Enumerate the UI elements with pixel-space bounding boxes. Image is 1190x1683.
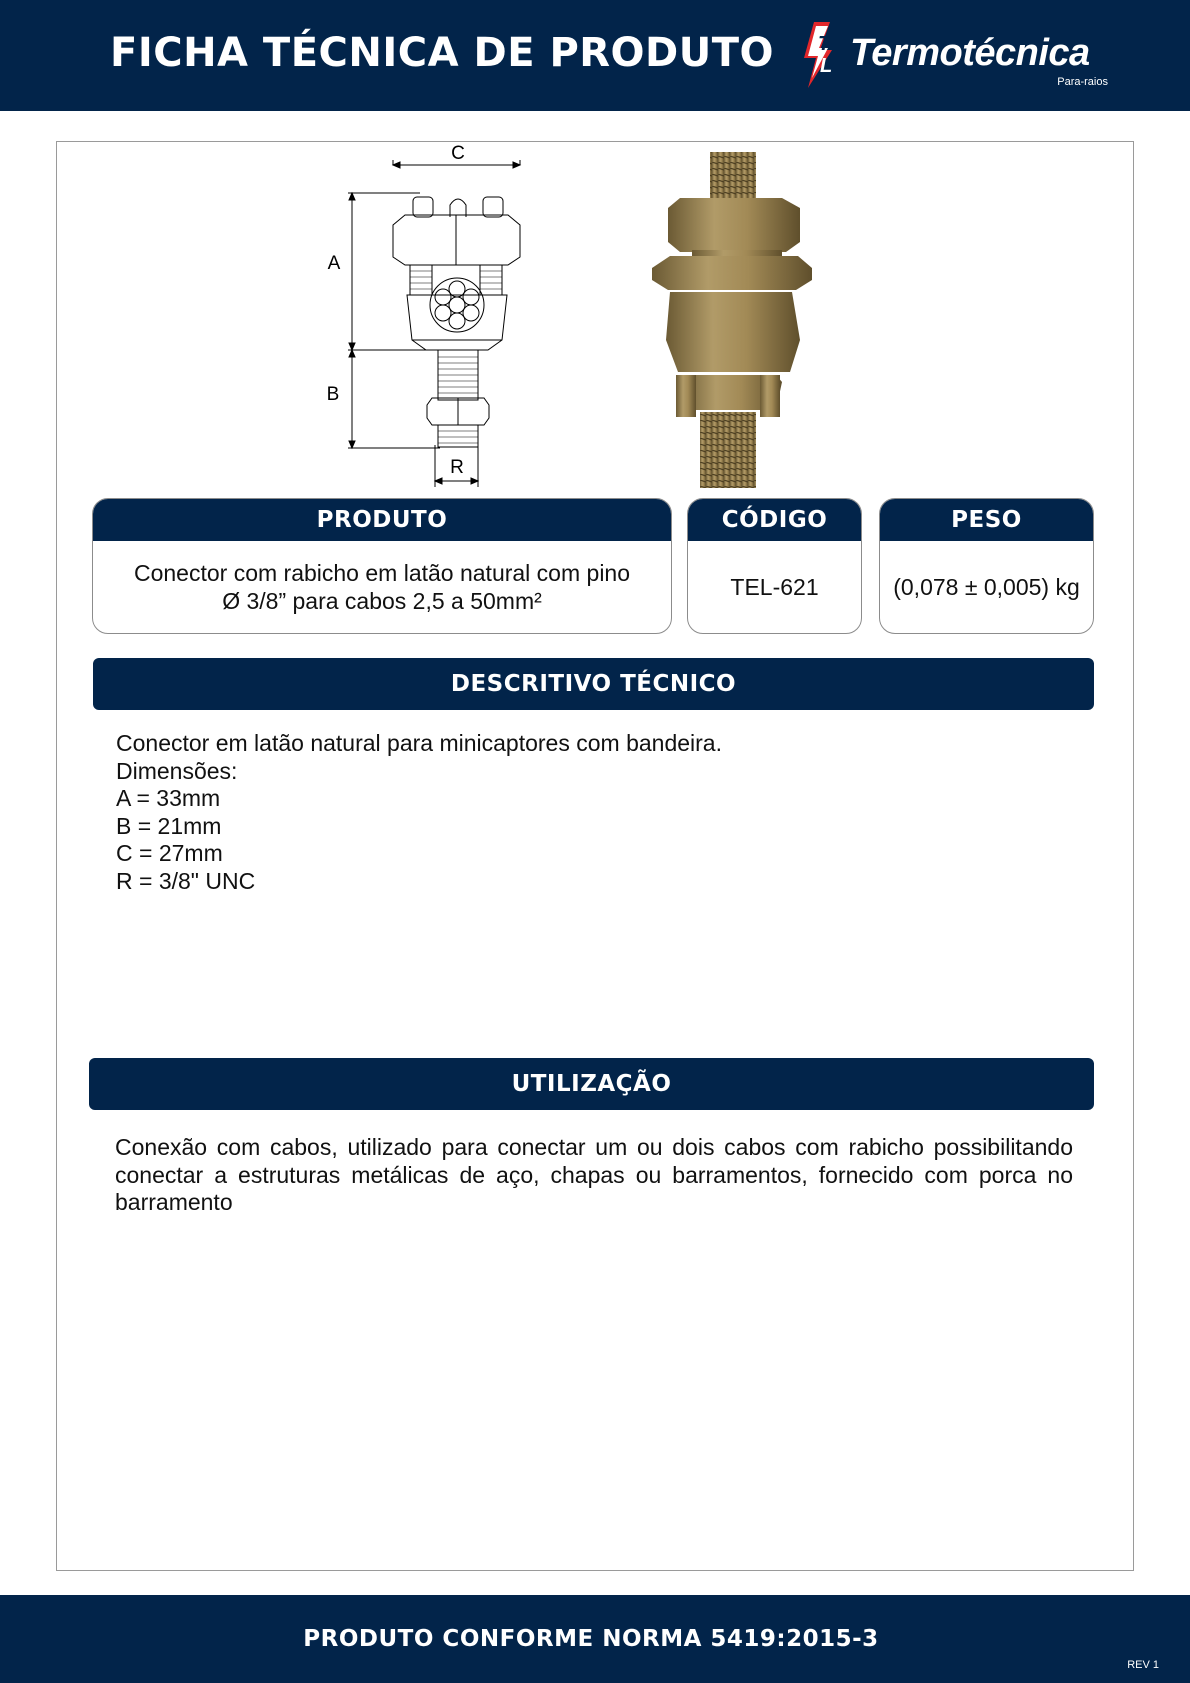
usage-heading: UTILIZAÇÃO [89, 1058, 1094, 1110]
product-photo [640, 150, 825, 490]
dimension-r: R = 3/8" UNC [116, 867, 256, 894]
technical-description-line: Dimensões: [116, 757, 238, 784]
dimension-label-b: B [326, 384, 340, 405]
revision-label: REV 1 [1127, 1659, 1159, 1671]
weight-card [879, 498, 1094, 634]
dimension-a: A = 33mm [116, 785, 221, 811]
product-code: TEL-621 [730, 574, 819, 600]
dimension-label-r: R [450, 457, 464, 478]
weight-card-heading: PESO [880, 499, 1093, 541]
technical-description [116, 730, 722, 895]
dimension-label-a: A [327, 253, 341, 274]
svg-text:L: L [820, 55, 833, 77]
code-card [687, 498, 862, 634]
logo-name: Termotécnica [850, 32, 1090, 74]
standard-compliance-text: PRODUTO CONFORME NORMA 5419:2015-3 [303, 1626, 879, 1652]
company-logo [800, 20, 1110, 92]
dimension-label-c: C [451, 145, 465, 164]
product-weight: (0,078 ± 0,005) kg [893, 574, 1080, 600]
product-description-line1: Conector com rabicho em latão natural com pino [133, 560, 631, 586]
dimension-drawing [320, 145, 530, 490]
technical-description-heading: DESCRITIVO TÉCNICO [93, 658, 1094, 710]
code-card-heading: CÓDIGO [688, 499, 861, 541]
logo-tagline: Para-raios [1057, 76, 1108, 88]
technical-description-line: Conector em latão natural para minicaptores com bandeira. [116, 730, 722, 756]
product-description [93, 541, 671, 633]
page-title: FICHA TÉCNICA DE PRODUTO [110, 30, 775, 76]
product-card-heading: PRODUTO [93, 499, 671, 541]
footer-bar [0, 1595, 1190, 1683]
header-bar [0, 0, 1190, 111]
dimension-b: B = 21mm [116, 812, 222, 839]
dimension-c: C = 27mm [116, 840, 223, 866]
usage-text: Conexão com cabos, utilizado para conectar um ou dois cabos com rabicho possibilitando conectar a estruturas metálicas de aço, chapas ou barramentos, fornecido com porca no barramento [115, 1134, 1073, 1215]
product-description-line2: Ø 3/8” para cabos 2,5 a 50mm² [222, 588, 542, 614]
tel-logo-mark-icon [800, 20, 846, 90]
svg-text:T: T [818, 33, 831, 55]
product-card [92, 498, 672, 634]
